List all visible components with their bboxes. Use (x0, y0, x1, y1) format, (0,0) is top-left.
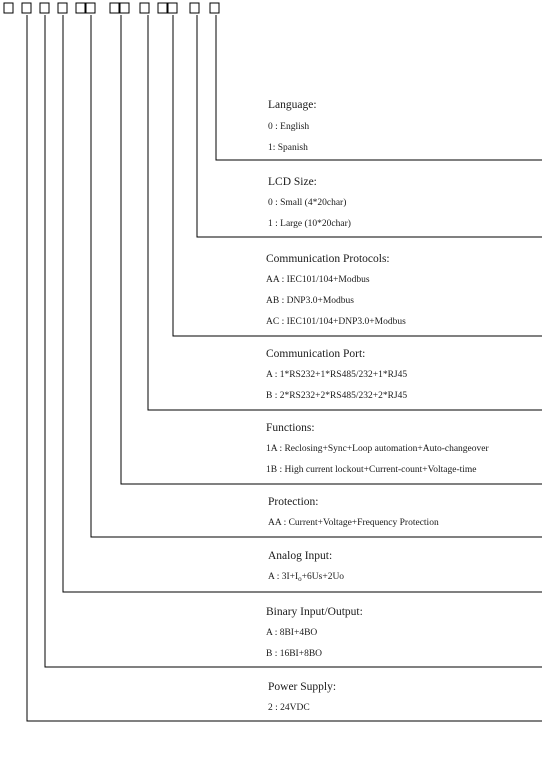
option-power-2: 2 : 24VDC (268, 703, 310, 713)
leader-protocols (173, 15, 542, 336)
analog-text-prefix: A : 3I+I (268, 572, 299, 582)
option-protocol-aa: AA : IEC101/104+Modbus (266, 275, 370, 285)
section-title-power-supply: Power Supply: (268, 681, 337, 693)
code-box (190, 3, 199, 13)
leader-language (216, 15, 542, 160)
section-title-language: Language: (268, 99, 317, 111)
option-protocol-ab: AB : DNP3.0+Modbus (266, 296, 354, 306)
option-analog-a (268, 572, 344, 583)
code-box (86, 3, 95, 13)
option-binary-a: A : 8BI+4BO (266, 628, 318, 638)
code-box (4, 3, 13, 13)
option-binary-b: B : 16BI+8BO (266, 649, 323, 659)
code-box (110, 3, 119, 13)
code-box (40, 3, 49, 13)
code-box (76, 3, 85, 13)
option-port-a: A : 1*RS232+1*RS485/232+1*RJ45 (266, 370, 408, 380)
code-box (120, 3, 129, 13)
option-lcd-0: 0 : Small (4*20char) (268, 198, 347, 208)
option-protocol-ac: AC : IEC101/104+DNP3.0+Modbus (266, 317, 406, 327)
analog-text-suffix: +6Us+2Uo (301, 572, 345, 582)
option-lcd-1: 1 : Large (10*20char) (268, 219, 351, 229)
option-function-1a: 1A : Reclosing+Sync+Loop automation+Auto-changeover (266, 444, 489, 454)
section-title-binary-io: Binary Input/Output: (266, 606, 363, 618)
section-title-lcd-size: LCD Size: (268, 176, 317, 188)
section-title-analog-input: Analog Input: (268, 550, 333, 562)
option-port-b: B : 2*RS232+2*RS485/232+2*RJ45 (266, 391, 408, 401)
code-box (22, 3, 31, 13)
section-title-port: Communication Port: (266, 348, 366, 360)
option-protection-aa: AA : Current+Voltage+Frequency Protection (268, 518, 439, 528)
option-language-0: 0 : English (268, 122, 310, 132)
section-title-protection: Protection: (268, 496, 319, 508)
code-box (210, 3, 219, 13)
code-box (140, 3, 149, 13)
code-box (168, 3, 177, 13)
section-title-functions: Functions: (266, 422, 315, 434)
leader-lcd-size (197, 15, 542, 237)
option-language-1: 1: Spanish (268, 143, 308, 153)
section-title-protocols: Communication Protocols: (266, 253, 390, 265)
code-box (58, 3, 67, 13)
code-boxes (4, 3, 219, 13)
analog-text-subscript: o (298, 575, 302, 583)
option-function-1b: 1B : High current lockout+Current-count+Voltage-time (266, 465, 477, 475)
leader-functions (121, 15, 542, 484)
leader-binary (45, 15, 542, 667)
code-box (158, 3, 167, 13)
